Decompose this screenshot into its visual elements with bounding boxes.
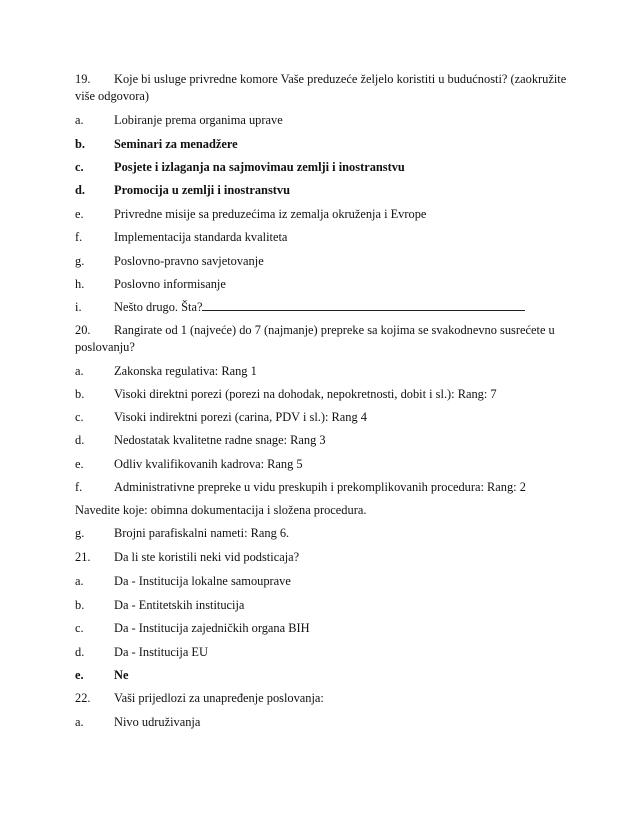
option-text: Visoki direktni porezi (porezi na dohodak, nepokretnosti, dobit i sl.): Rang: 7 (114, 387, 497, 401)
q21-option-c (75, 620, 578, 637)
option-text: Lobiranje prema organima uprave (114, 113, 283, 127)
note-text: Navedite koje: obimna dokumentacija i složena procedura. (75, 503, 367, 517)
option-marker: a. (75, 574, 84, 588)
option-marker: b. (75, 387, 85, 401)
option-marker: e. (75, 207, 84, 221)
q19-option-b (75, 136, 578, 153)
option-marker: d. (75, 433, 85, 447)
q20-option-b (75, 386, 578, 403)
q20-option-a (75, 363, 578, 380)
option-text: Administrativne prepreke u vidu preskupih i prekomplikovanih procedura: Rang: 2 (114, 480, 526, 494)
q21-option-e (75, 667, 578, 684)
option-marker: b. (75, 137, 85, 151)
option-text: Ne (114, 668, 129, 682)
q21-option-d (75, 644, 578, 661)
option-text: Seminari za menadžere (114, 137, 238, 151)
option-text: Nešto drugo. Šta? (114, 300, 203, 314)
option-marker: g. (75, 254, 85, 268)
option-marker: a. (75, 364, 84, 378)
question-22 (75, 690, 578, 707)
question-20 (75, 322, 578, 356)
option-marker: f. (75, 230, 83, 244)
option-text: Privredne misije sa preduzećima iz zemalja okruženja i Evrope (114, 207, 427, 221)
q19-option-i (75, 299, 578, 316)
option-marker: d. (75, 645, 85, 659)
question-text: Da li ste koristili neki vid podsticaja? (114, 550, 300, 564)
option-text: Promocija u zemlji i inostranstvu (114, 183, 290, 197)
q19-option-h (75, 276, 578, 293)
option-text: Brojni parafiskalni nameti: Rang 6. (114, 526, 290, 540)
question-number: 22. (75, 691, 91, 705)
option-marker: h. (75, 277, 85, 291)
option-text: Poslovno informisanje (114, 277, 226, 291)
q21-option-b (75, 597, 578, 614)
question-number: 21. (75, 550, 91, 564)
q20-note (75, 502, 578, 519)
option-marker: d. (75, 183, 85, 197)
q21-option-a (75, 573, 578, 590)
option-text: Nedostatak kvalitetne radne snage: Rang 3 (114, 433, 326, 447)
question-number: 20. (75, 323, 91, 337)
q19-option-d (75, 182, 578, 199)
q22-option-a (75, 714, 578, 731)
q20-option-c (75, 409, 578, 426)
q19-option-e (75, 206, 578, 223)
option-marker: f. (75, 480, 83, 494)
option-marker: e. (75, 668, 84, 682)
option-text: Da - Entitetskih institucija (114, 598, 245, 612)
q19-option-f (75, 229, 578, 246)
q20-option-d (75, 432, 578, 449)
option-marker: c. (75, 160, 84, 174)
option-marker: a. (75, 113, 84, 127)
option-marker: i. (75, 300, 82, 314)
q20-option-g (75, 525, 578, 542)
option-marker: e. (75, 457, 84, 471)
option-text: Visoki indirektni porezi (carina, PDV i sl.): Rang 4 (114, 410, 367, 424)
question-number: 19. (75, 72, 91, 86)
question-text: Rangirate od 1 (najveće) do 7 (najmanje) prepreke sa kojima se svakodnevno susrećete u poslovanju? (75, 323, 555, 354)
option-text: Da - Institucija zajedničkih organa BIH (114, 621, 310, 635)
q19-option-a (75, 112, 578, 129)
option-marker: b. (75, 598, 85, 612)
option-text: Implementacija standarda kvaliteta (114, 230, 288, 244)
option-text: Poslovno-pravno savjetovanje (114, 254, 264, 268)
option-text: Odliv kvalifikovanih kadrova: Rang 5 (114, 457, 303, 471)
option-marker: a. (75, 715, 84, 729)
question-text: Koje bi usluge privredne komore Vaše preduzeće željelo koristiti u budućnosti? (zaokružite više odgovora) (75, 72, 567, 103)
q19-option-g (75, 253, 578, 270)
option-text: Posjete i izlaganja na sajmovimau zemlji i inostranstvu (114, 160, 405, 174)
answer-blank-line (202, 299, 525, 311)
option-marker: c. (75, 410, 84, 424)
question-text: Vaši prijedlozi za unapređenje poslovanja: (114, 691, 324, 705)
option-marker: c. (75, 621, 84, 635)
option-text: Da - Institucija EU (114, 645, 208, 659)
q19-option-c (75, 159, 578, 176)
option-marker: g. (75, 526, 85, 540)
option-text: Da - Institucija lokalne samouprave (114, 574, 291, 588)
q20-option-f (75, 479, 578, 496)
option-text: Zakonska regulativa: Rang 1 (114, 364, 257, 378)
question-21 (75, 549, 578, 566)
option-text: Nivo udruživanja (114, 715, 201, 729)
q20-option-e (75, 456, 578, 473)
question-19 (75, 71, 578, 105)
